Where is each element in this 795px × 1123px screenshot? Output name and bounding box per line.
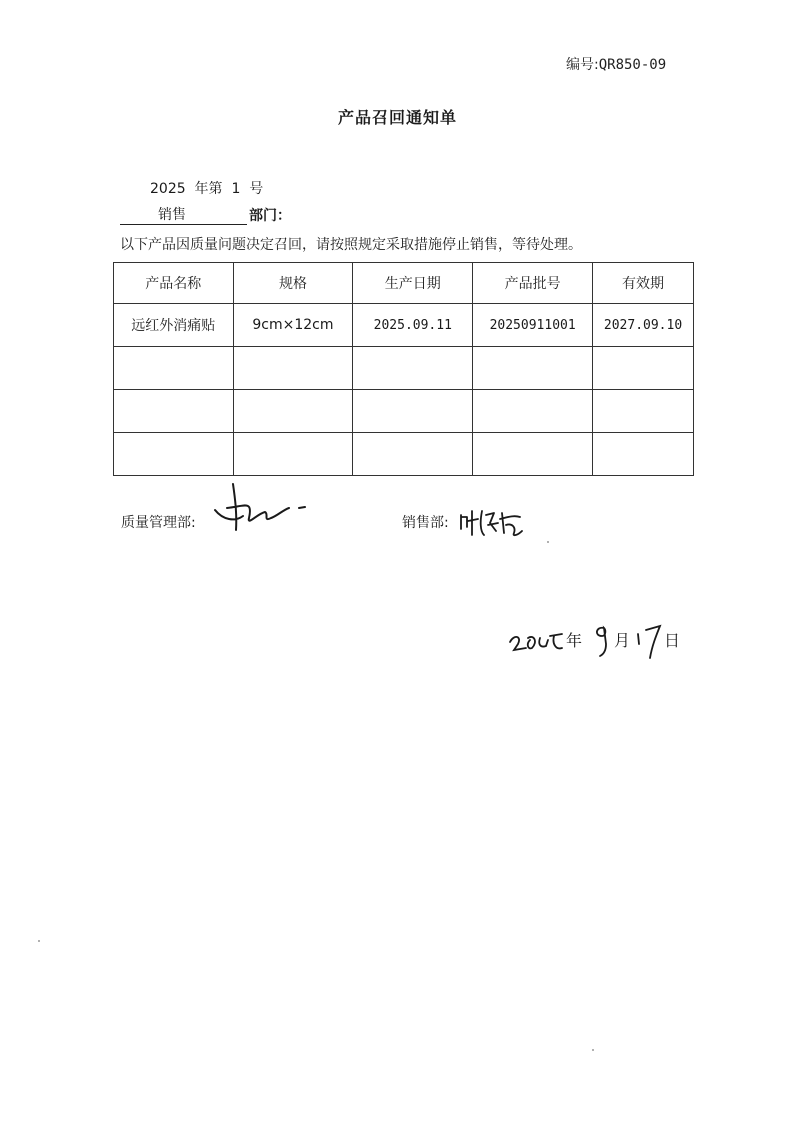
sales-dept-label: 销售部: [402, 515, 449, 531]
table-cell [233, 390, 353, 433]
date-year-label: 年 [566, 631, 583, 650]
table-cell [353, 433, 473, 476]
table-cell [473, 433, 593, 476]
column-header-spec: 规格 [233, 263, 353, 304]
issue-year: 2025 [150, 181, 186, 197]
table-cell [353, 347, 473, 390]
table-cell: 9cm×12cm [233, 304, 353, 347]
column-header-product-name: 产品名称 [114, 263, 234, 304]
issue-year-label: 年第 [194, 181, 223, 197]
scan-speck [38, 940, 40, 942]
table-cell: 2025.09.11 [353, 304, 473, 347]
document-number-value: QR850-09 [598, 57, 667, 73]
table-cell [473, 347, 593, 390]
issue-sequence-label: 号 [249, 181, 264, 197]
sales-signature-mark [458, 505, 528, 541]
column-header-batch-number: 产品批号 [473, 263, 593, 304]
table-cell [114, 347, 234, 390]
handwritten-year-mark [508, 622, 564, 658]
column-header-expiry-date: 有效期 [593, 263, 694, 304]
handwritten-day-mark [634, 620, 664, 662]
table-row [114, 433, 694, 476]
handwritten-month-mark [590, 620, 612, 660]
table-row [114, 304, 694, 347]
recall-table [113, 262, 694, 476]
date-month-label: 月 [614, 631, 631, 650]
scan-speck [592, 1049, 594, 1051]
table-cell [593, 433, 694, 476]
document-number [566, 54, 666, 74]
table-row [114, 390, 694, 433]
issue-number-line [150, 178, 263, 198]
date-day-label: 日 [664, 631, 681, 650]
department-value: 销售 [120, 206, 247, 225]
signature-date [508, 616, 688, 666]
scan-speck [547, 541, 549, 543]
table-cell [114, 433, 234, 476]
quality-dept-label: 质量管理部: [121, 515, 196, 531]
table-cell: 2027.09.10 [593, 304, 694, 347]
column-header-production-date: 生产日期 [353, 263, 473, 304]
table-cell [353, 390, 473, 433]
table-cell [233, 347, 353, 390]
intro-text: 以下产品因质量问题决定召回，请按照规定采取措施停止销售，等待处理。 [120, 237, 582, 253]
table-header-row [114, 263, 694, 304]
table-cell [233, 433, 353, 476]
department-label: 部门： [249, 208, 291, 224]
table-cell [593, 390, 694, 433]
page-title: 产品召回通知单 [337, 108, 457, 127]
table-cell: 20250911001 [473, 304, 593, 347]
table-cell [473, 390, 593, 433]
department-line [120, 206, 291, 225]
table-cell [593, 347, 694, 390]
quality-signature-mark [205, 478, 315, 538]
table-cell [114, 390, 234, 433]
document-number-label: 编号: [566, 57, 599, 73]
table-cell: 远红外消痛贴 [114, 304, 234, 347]
table-row [114, 347, 694, 390]
issue-sequence: 1 [231, 181, 241, 197]
